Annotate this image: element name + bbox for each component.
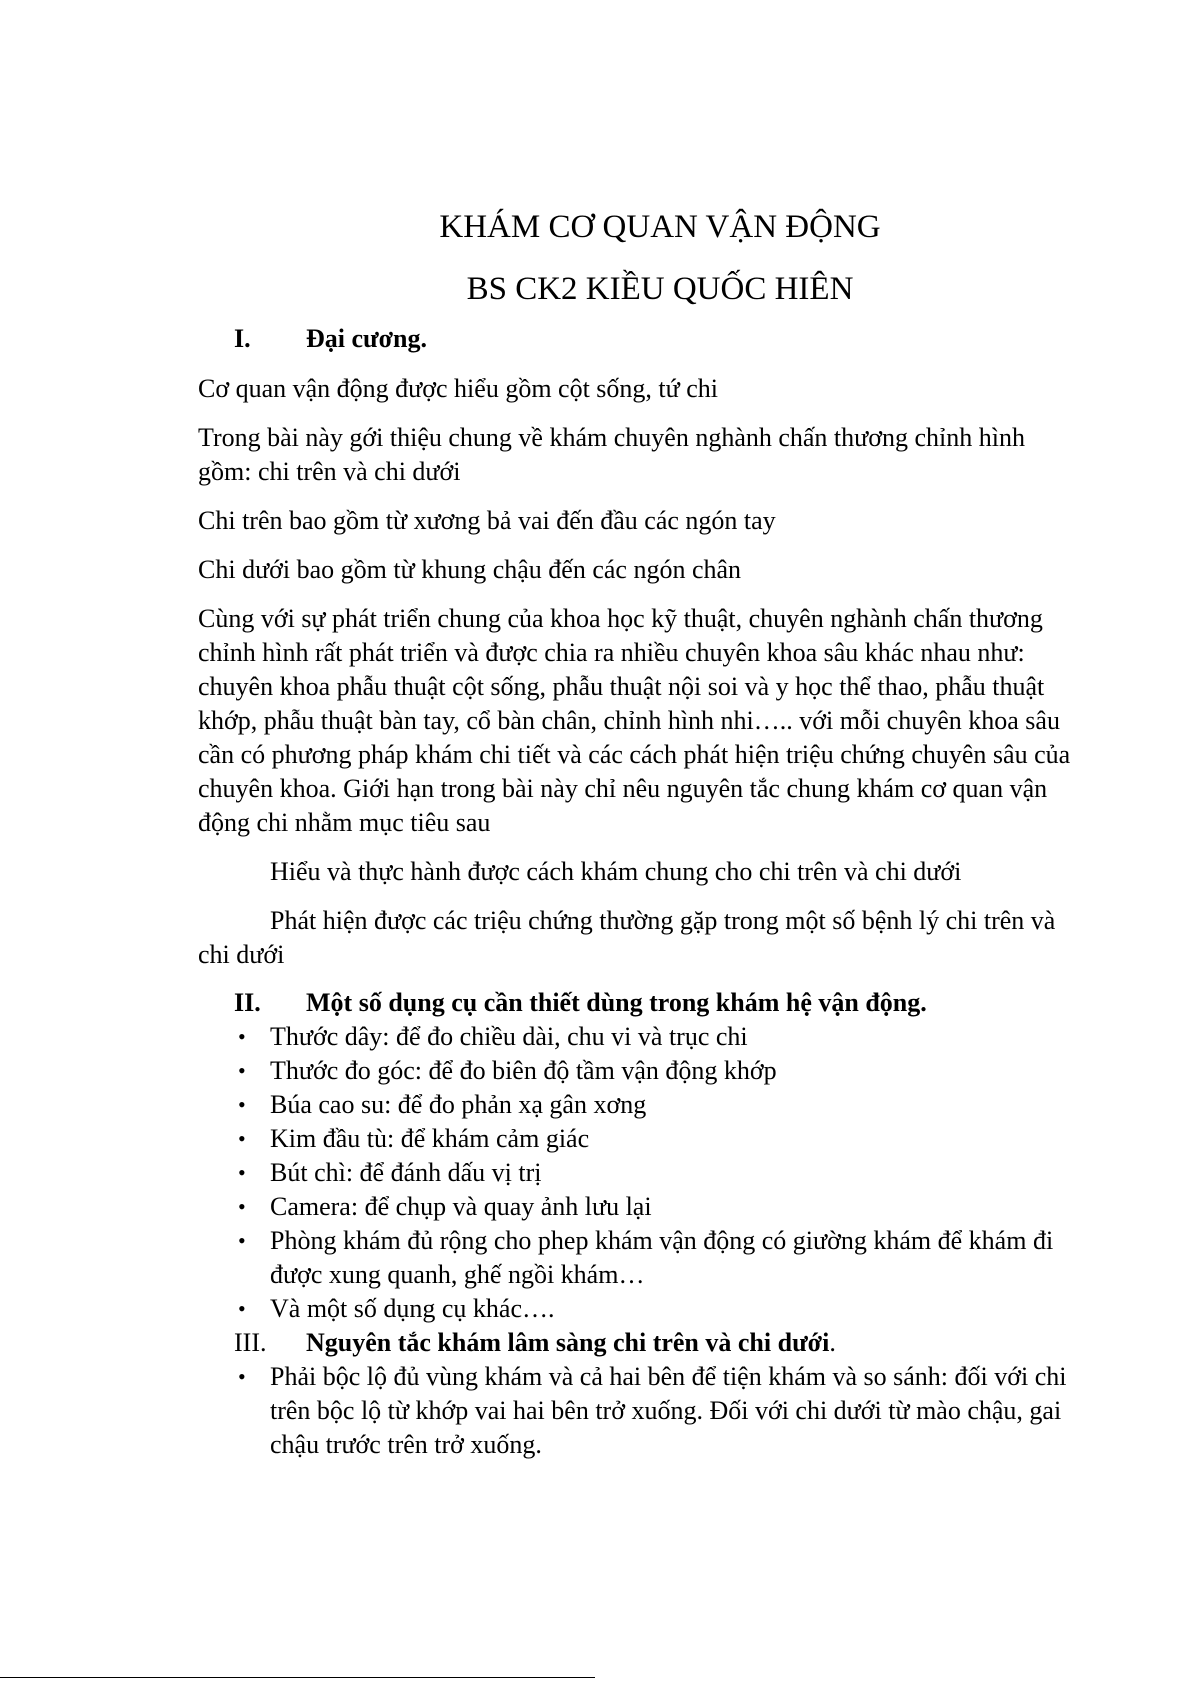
equipment-list [198, 1020, 1078, 1326]
list-item: • Và một số dụng cụ khác…. [198, 1292, 1078, 1326]
list-item: • Bút chì: để đánh dấu vị trị [198, 1156, 1078, 1190]
principles-list [198, 1360, 1078, 1462]
section-1-title: Đại cương. [306, 324, 427, 353]
section-3-title: Nguyên tắc khám lâm sàng chi trên và chi dưới [306, 1328, 830, 1357]
list-item: • Kim đầu tù: để khám cảm giác [198, 1122, 1078, 1156]
bullet-icon: • [238, 1364, 246, 1389]
list-item: • Búa cao su: để đo phản xạ gân xơng [198, 1088, 1078, 1122]
section-2-title: Một số dụng cụ cần thiết dùng trong khám hệ vận động. [306, 988, 927, 1017]
list-item: • Camera: để chụp và quay ảnh lưu lại [198, 1190, 1078, 1224]
objective-item: Phát hiện được các triệu chứng thường gặp trong một số bệnh lý chi trên và chi dưới [198, 906, 1056, 969]
paragraph: Cùng với sự phát triển chung của khoa học kỹ thuật, chuyên nghành chấn thương chỉnh hình rất phát triển và được chia ra nhiều chuyên khoa sâu khác nhau như: chuyên khoa phẫu thuật cột sống, phẫu thuật nội soi và y học thể thao, phẫu thuật khớp, phẫu thuật bàn tay, cổ bàn chân, chỉnh hình nhi….. với mỗi chuyên khoa sâu cần có phương pháp khám chi tiết và các cách phát hiện triệu chứng chuyên sâu của chuyên khoa. Giới hạn trong bài này chỉ nêu nguyên tắc chung khám cơ quan vận động chi nhằm mục tiêu sau [198, 604, 1071, 837]
section-3-trailing: . [829, 1328, 836, 1357]
list-item: • Phòng khám đủ rộng cho phep khám vận động có giường khám để khám đi được xung quanh, ghế ngồi khám… [238, 1226, 1054, 1289]
footer-divider [0, 1677, 595, 1678]
bullet-icon: • [238, 1228, 246, 1253]
section-2-number: II. [234, 988, 261, 1017]
document-title: KHÁM CƠ QUAN VẬN ĐỘNG [439, 209, 881, 245]
bullet-icon: • [238, 1126, 246, 1151]
section-3-number: III. [234, 1328, 267, 1357]
list-item: • Thước dây: để đo chiều dài, chu vi và trục chi [198, 1020, 1078, 1054]
paragraph: Cơ quan vận động được hiểu gồm cột sống, tứ chi [198, 374, 718, 403]
list-item: • Thước đo góc: để đo biên độ tầm vận động khớp [198, 1054, 1078, 1088]
document-body [198, 322, 1078, 1462]
title-block [0, 196, 1191, 320]
bullet-icon: • [238, 1024, 246, 1049]
paragraph: Chi trên bao gồm từ xương bả vai đến đầu các ngón tay [198, 506, 776, 535]
bullet-icon: • [238, 1160, 246, 1185]
paragraph: Trong bài này gới thiệu chung về khám chuyên nghành chấn thương chỉnh hình gồm: chi trên và chi dưới [198, 423, 1025, 486]
bullet-icon: • [238, 1296, 246, 1321]
section-3-heading [198, 1326, 1078, 1360]
bullet-icon: • [238, 1058, 246, 1083]
bullet-icon: • [238, 1092, 246, 1117]
bullet-icon: • [238, 1194, 246, 1219]
document-author: BS CK2 KIỀU QUỐC HIÊN [466, 271, 854, 307]
section-2-heading [198, 986, 1078, 1020]
objective-item: Hiểu và thực hành được cách khám chung cho chi trên và chi dưới [270, 857, 962, 886]
section-1-number: I. [234, 324, 251, 353]
paragraph: Chi dưới bao gồm từ khung chậu đến các ngón chân [198, 555, 742, 584]
list-item: • Phải bộc lộ đủ vùng khám và cả hai bên để tiện khám và so sánh: đối với chi trên bộc lộ từ khớp vai hai bên trở xuống. Đối với chi dưới từ mào chậu, gai chậu trước trên trở xuống. [238, 1362, 1067, 1459]
section-1-heading [198, 322, 1078, 356]
